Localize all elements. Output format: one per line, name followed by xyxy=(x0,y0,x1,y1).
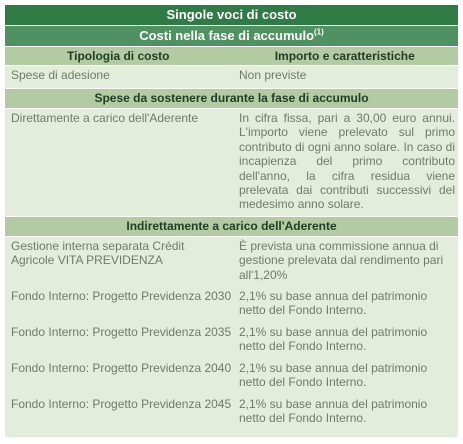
column-header-row xyxy=(5,47,458,66)
cost-table xyxy=(5,5,458,437)
table-subtitle-text: Costi nella fase di accumulo xyxy=(139,28,315,43)
table-title xyxy=(5,5,458,25)
table-row xyxy=(5,287,458,323)
table-row xyxy=(5,323,458,359)
column-header-type: Tipologia di costo xyxy=(67,49,170,63)
cost-amount-cell: 2,1% su base annua del patrimonio netto del Fondo Interno. xyxy=(239,361,428,390)
cost-amount-cell: 2,1% su base annua del patrimonio netto del Fondo Interno. xyxy=(239,397,428,426)
section-header-accumulo: Spese da sostenere durante la fase di accumulo xyxy=(5,88,458,109)
table-row-adesione xyxy=(5,66,458,88)
section-header-indiretta: Indirettamente a carico dell'Aderente xyxy=(5,216,458,237)
cost-amount-cell: È prevista una commissione annua di gestione prelevata dal rendimento pari all'1,20% xyxy=(239,239,444,282)
column-header-amount: Importo e caratteristiche xyxy=(274,49,415,63)
cost-type-cell: Spese di adesione xyxy=(11,68,110,82)
table-row xyxy=(5,359,458,395)
cost-type-cell: Fondo Interno: Progetto Previdenza 2040 xyxy=(11,361,232,375)
footnote-marker: (1) xyxy=(314,27,324,37)
cost-type-cell: Fondo Interno: Progetto Previdenza 2035 xyxy=(11,325,232,339)
cost-amount-cell: 2,1% su base annua del patrimonio netto del Fondo Interno. xyxy=(239,325,428,354)
table-subtitle xyxy=(5,25,458,47)
table-title-text: Singole voci di costo xyxy=(166,7,297,22)
cost-amount-cell: 2,1% su base annua del patrimonio netto del Fondo Interno. xyxy=(239,289,428,318)
cost-amount-cell: Non previste xyxy=(239,68,307,82)
cost-type-cell: Fondo Interno: Progetto Previdenza 2030 xyxy=(11,289,232,303)
table-row-diretta xyxy=(5,109,458,216)
cost-type-cell: Gestione interna separata Crédit Agricole VITA PREVIDENZA xyxy=(11,239,185,268)
cost-type-cell: Fondo Interno: Progetto Previdenza 2045 xyxy=(11,397,232,411)
table-row xyxy=(5,395,458,437)
table-row xyxy=(5,237,458,287)
cost-type-cell: Direttamente a carico dell'Aderente xyxy=(11,111,199,125)
cost-amount-cell: In cifra fissa, pari a 30,00 euro annui. L'importo viene prelevato sul primo contributo di ogni anno solare. In caso di incapienza del primo contributo dell'anno, la cifra residua viene prelevata dai contributi successivi del medesimo anno solare. xyxy=(239,111,455,212)
